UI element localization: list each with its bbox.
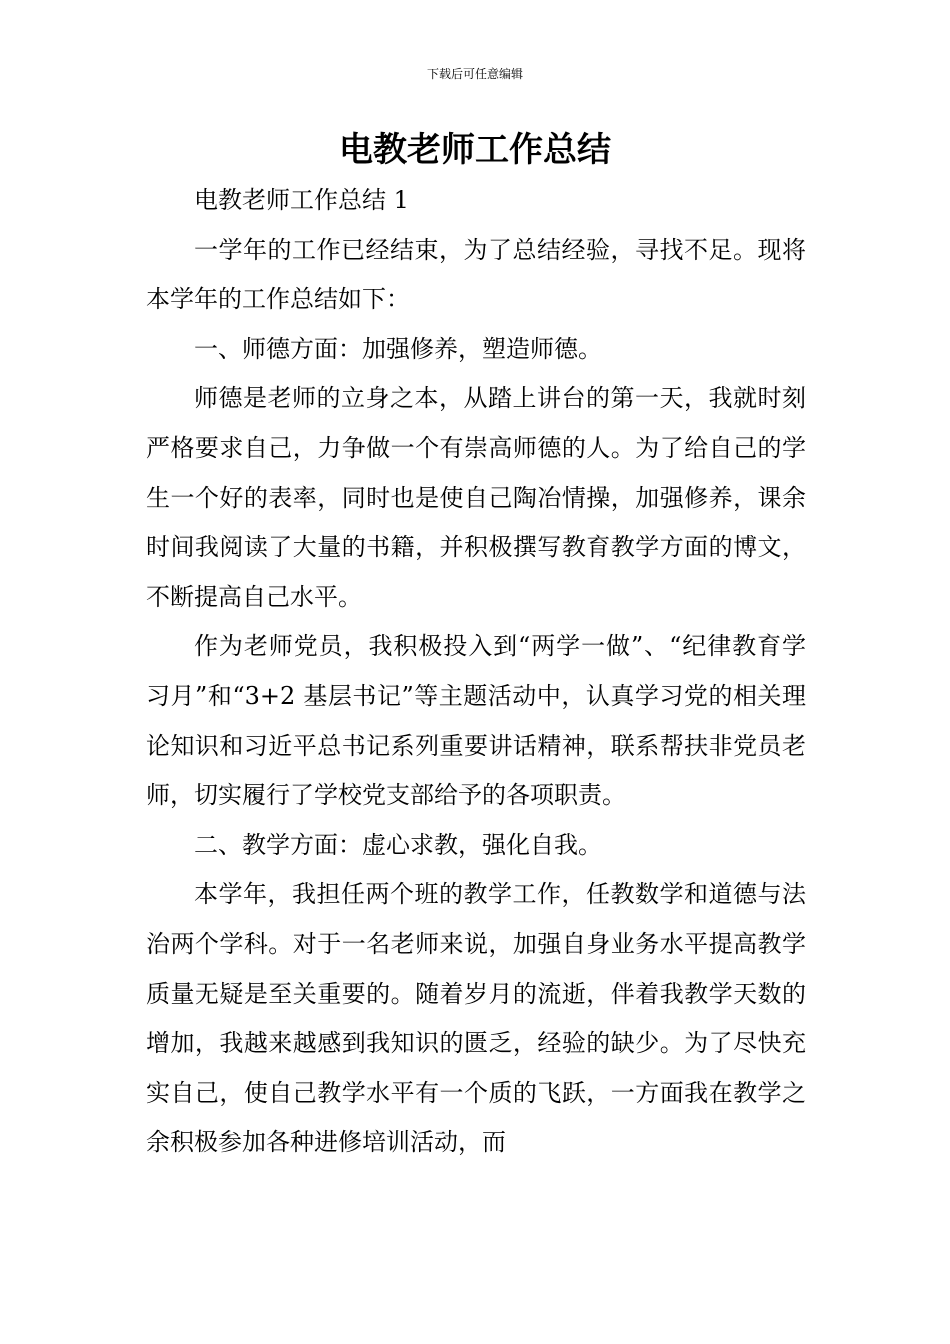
intro-paragraph: 一学年的工作已经结束，为了总结经验，寻找不足。现将本学年的工作总结如下： [146,235,806,314]
teaching-paragraph: 本学年，我担任两个班的教学工作，任教数学和道德与法治两个学科。对于一名老师来说，加强自身业务水平提高教学质量无疑是至关重要的。随着岁月的流逝，伴着我教学天数的增加，我越来越感到我知识的匮乏，经验的缺少。为了尽快充实自己，使自己教学水平有一个质的飞跃，一方面我在教学之余积极参加各种进修培训活动，而 [146,880,806,1157]
ethics-paragraph: 师德是老师的立身之本，从踏上讲台的第一天，我就时刻严格要求自己，力争做一个有崇高师德的人。为了给自己的学生一个好的表率，同时也是使自己陶冶情操，加强修养，课余时间我阅读了大量的书籍，并积极撰写教育教学方面的博文，不断提高自己水平。 [146,384,806,611]
party-member-paragraph: 作为老师党员，我积极投入到“两学一做”、“纪律教育学习月”和“3+2 基层书记”等主题活动中，认真学习党的相关理论知识和习近平总书记系列重要讲话精神，联系帮扶非党员老师，切实履行了学校党支部给予的各项职责。 [146,632,806,810]
header-note: 下载后可任意编辑 [426,67,523,81]
subtitle-paragraph: 电教老师工作总结 1 [194,186,409,214]
document-body [146,176,806,1168]
section-heading-teaching: 二、教学方面：虚心求教，强化自我。 [194,830,602,859]
document-title: 电教老师工作总结 [339,130,611,170]
section-heading-ethics: 一、师德方面：加强修养，塑造师德。 [194,334,602,363]
